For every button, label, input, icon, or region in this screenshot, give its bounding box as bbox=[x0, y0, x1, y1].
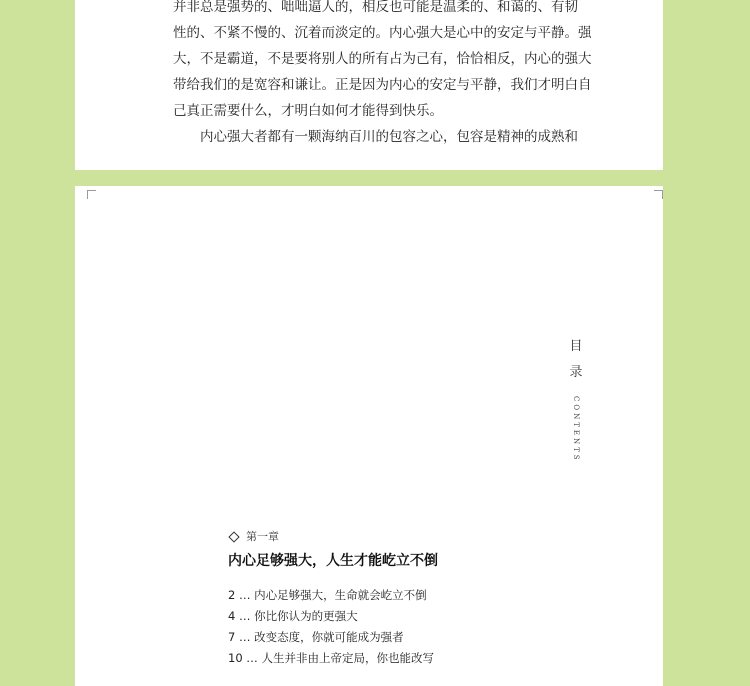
chapter-block bbox=[228, 528, 588, 669]
diamond-icon bbox=[228, 531, 239, 542]
text-line: 性的、不紧不慢的、沉着而淡定的。内心强大是心中的安定与平静。强 bbox=[173, 25, 592, 41]
body-paragraph bbox=[173, 0, 592, 150]
upper-book-page bbox=[75, 0, 663, 170]
chapter-label bbox=[228, 528, 588, 546]
toc-list bbox=[228, 585, 588, 669]
toc-entry[interactable]: 2 … 内心足够强大，生命就会屹立不倒 bbox=[228, 588, 427, 602]
crop-mark-top-right bbox=[654, 190, 663, 199]
toc-entry[interactable]: 4 … 你比你认为的更强大 bbox=[228, 609, 358, 623]
toc-heading-char: 录 bbox=[569, 365, 583, 380]
chapter-label-text: 第一章 bbox=[246, 530, 279, 543]
chapter-title: 内心足够强大，人生才能屹立不倒 bbox=[228, 553, 438, 569]
toc-heading-english: CONTENTS bbox=[572, 396, 580, 463]
toc-heading bbox=[569, 334, 583, 463]
toc-entry[interactable]: 10 … 人生并非由上帝定局，你也能改写 bbox=[228, 651, 434, 665]
text-line: 己真正需要什么，才明白如何才能得到快乐。 bbox=[173, 103, 443, 119]
text-line: 大，不是霸道，不是要将别人的所有占为己有，恰恰相反，内心的强大 bbox=[173, 51, 592, 67]
text-line: 并非总是强势的、咄咄逼人的，相反也可能是温柔的、和蔼的、有韧 bbox=[173, 0, 578, 15]
toc-heading-char: 目 bbox=[569, 339, 583, 354]
text-line: 带给我们的是宽容和谦让。正是因为内心的安定与平静，我们才明白自 bbox=[173, 77, 592, 93]
text-line: 内心强大者都有一颗海纳百川的包容之心，包容是精神的成熟和 bbox=[173, 129, 578, 145]
lower-book-page bbox=[75, 186, 663, 686]
crop-mark-top-left bbox=[87, 190, 96, 199]
toc-entry[interactable]: 7 … 改变态度，你就可能成为强者 bbox=[228, 630, 404, 644]
